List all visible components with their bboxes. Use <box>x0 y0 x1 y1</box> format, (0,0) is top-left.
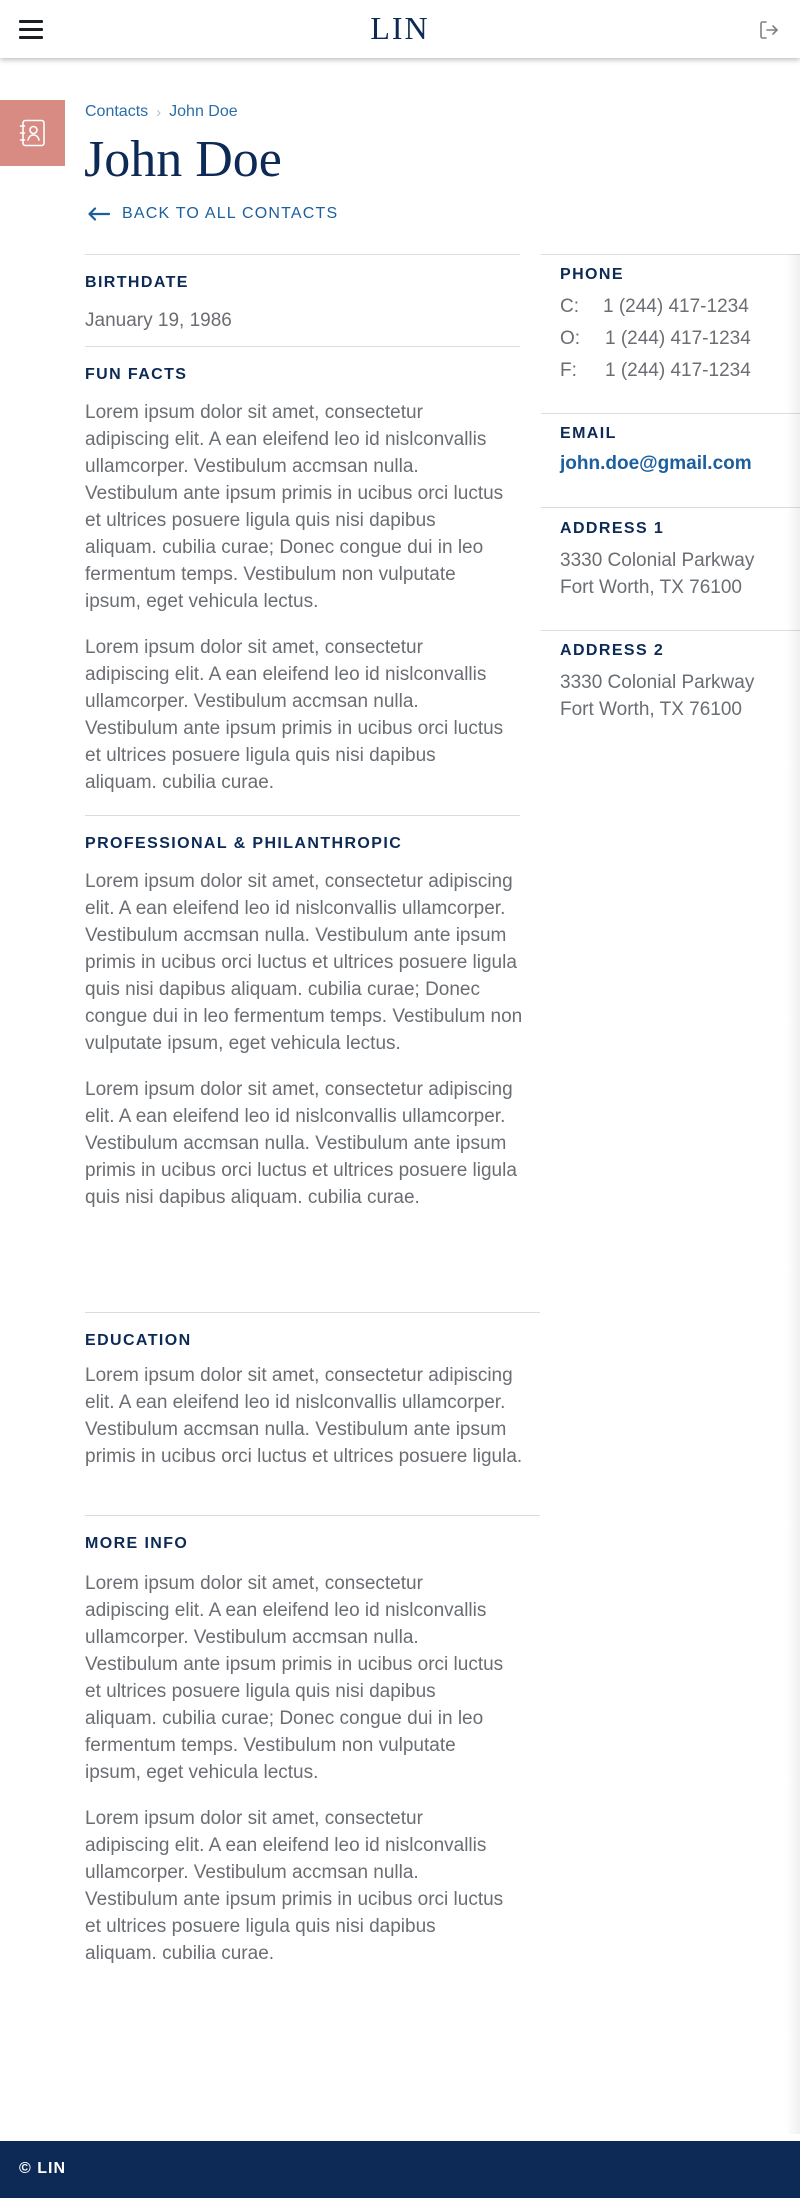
back-to-contacts-link[interactable] <box>88 205 338 223</box>
address-1-heading: ADDRESS 1 <box>560 520 665 537</box>
breadcrumb-contacts-link[interactable]: Contacts <box>85 103 149 120</box>
breadcrumb-current[interactable]: John Doe <box>169 103 238 120</box>
breadcrumb <box>85 103 238 121</box>
address-1-line2: Fort Worth, TX 76100 <box>560 577 742 598</box>
divider <box>85 346 520 347</box>
birthdate-heading: BIRTHDATE <box>85 274 189 291</box>
phone-row-cell <box>560 291 790 323</box>
email-link[interactable]: john.doe@gmail.com <box>560 453 752 474</box>
divider <box>541 254 800 255</box>
phone-row-office <box>560 323 790 355</box>
contacts-side-tab[interactable] <box>0 100 65 166</box>
footer <box>0 2141 800 2198</box>
fun-facts-paragraph: Lorem ipsum dolor sit amet, consectetur adipiscing elit. A ean eleifend leo id nislconvallis ullamcorper. Vestibulum accmsan nulla. Vestibulum ante ipsum primis in ucibus orci luctus et ultrices posuere ligula quis nisi dapibus aliquam. cubilia curae; Donec congue dui in leo fermentum temps. Vestibulum non vulputate ipsum, eget vehicula lectus. <box>85 402 504 612</box>
more-info-paragraph: Lorem ipsum dolor sit amet, consectetur adipiscing elit. A ean eleifend leo id nislconvallis ullamcorper. Vestibulum accmsan nulla. Vestibulum ante ipsum primis in ucibus orci luctus et ultrices posuere ligula quis nisi dapibus aliquam. cubilia curae. <box>85 1808 504 1964</box>
chevron-right-icon: › <box>156 103 162 121</box>
professional-paragraph: Lorem ipsum dolor sit amet, consectetur adipiscing elit. A ean eleifend leo id nislconvallis ullamcorper. Vestibulum accmsan nulla. Vestibulum ante ipsum primis in ucibus orci luctus et ultrices posuere ligula quis nisi dapibus aliquam. cubilia curae; Donec congue dui in leo fermentum temps. Vestibulum non vulputate ipsum, eget vehicula lectus. <box>85 871 523 1054</box>
phone-list <box>560 291 790 387</box>
divider <box>541 507 800 508</box>
divider <box>85 1312 540 1313</box>
professional-heading: PROFESSIONAL & PHILANTHROPIC <box>85 835 403 852</box>
address-1-value <box>560 547 754 601</box>
phone-number[interactable]: 1 (244) 417-1234 <box>605 360 751 381</box>
logout-icon[interactable] <box>757 18 781 42</box>
birthdate-value: January 19, 1986 <box>85 310 232 331</box>
phone-label: O: <box>560 328 581 349</box>
fun-facts-paragraph: Lorem ipsum dolor sit amet, consectetur adipiscing elit. A ean eleifend leo id nislconvallis ullamcorper. Vestibulum accmsan nulla. Vestibulum ante ipsum primis in ucibus orci luctus et ultrices posuere ligula quis nisi dapibus aliquam. cubilia curae. <box>85 637 504 793</box>
fun-facts-heading: FUN FACTS <box>85 366 188 383</box>
education-heading: EDUCATION <box>85 1332 192 1349</box>
more-info-heading: MORE INFO <box>85 1535 189 1552</box>
back-link-label: BACK TO ALL CONTACTS <box>122 205 339 222</box>
footer-copyright: © LIN <box>19 2160 67 2177</box>
top-navigation-bar <box>0 0 800 58</box>
education-paragraph: Lorem ipsum dolor sit amet, consectetur adipiscing elit. A ean eleifend leo id nislconvallis ullamcorper. Vestibulum accmsan nulla. Vestibulum ante ipsum primis in ucibus orci luctus et ultrices posuere ligula. <box>85 1365 523 1467</box>
app-logo[interactable]: LIN <box>370 10 430 46</box>
right-panel-edge-shadow <box>786 254 800 2134</box>
contacts-book-icon <box>18 118 48 148</box>
fun-facts-body <box>85 399 510 815</box>
address-2-line2: Fort Worth, TX 76100 <box>560 699 742 720</box>
phone-number[interactable]: 1 (244) 417-1234 <box>603 296 749 317</box>
address-2-line1: 3330 Colonial Parkway <box>560 672 755 693</box>
professional-paragraph: Lorem ipsum dolor sit amet, consectetur adipiscing elit. A ean eleifend leo id nislconvallis ullamcorper. Vestibulum accmsan nulla. Vestibulum ante ipsum primis in ucibus orci luctus et ultrices posuere ligula quis nisi dapibus aliquam. cubilia curae. <box>85 1079 517 1208</box>
arrow-left-icon <box>88 207 110 221</box>
phone-label: C: <box>560 296 579 317</box>
address-2-value <box>560 669 754 723</box>
divider <box>85 254 520 255</box>
phone-heading: PHONE <box>560 266 624 283</box>
education-body <box>85 1362 540 1489</box>
email-heading: EMAIL <box>560 425 617 442</box>
more-info-paragraph: Lorem ipsum dolor sit amet, consectetur adipiscing elit. A ean eleifend leo id nislconvallis ullamcorper. Vestibulum accmsan nulla. Vestibulum ante ipsum primis in ucibus orci luctus et ultrices posuere ligula quis nisi dapibus aliquam. cubilia curae; Donec congue dui in leo fermentum temps. Vestibulum non vulputate ipsum, eget vehicula lectus. <box>85 1573 504 1783</box>
page-title: John Doe <box>84 131 282 188</box>
phone-label: F: <box>560 360 577 381</box>
divider <box>85 1515 540 1516</box>
professional-body <box>85 868 525 1230</box>
address-2-heading: ADDRESS 2 <box>560 642 665 659</box>
more-info-body <box>85 1570 510 1986</box>
divider <box>541 413 800 414</box>
address-1-line1: 3330 Colonial Parkway <box>560 550 755 571</box>
divider <box>541 630 800 631</box>
phone-number[interactable]: 1 (244) 417-1234 <box>605 328 751 349</box>
divider <box>85 815 520 816</box>
phone-row-fax <box>560 355 790 387</box>
